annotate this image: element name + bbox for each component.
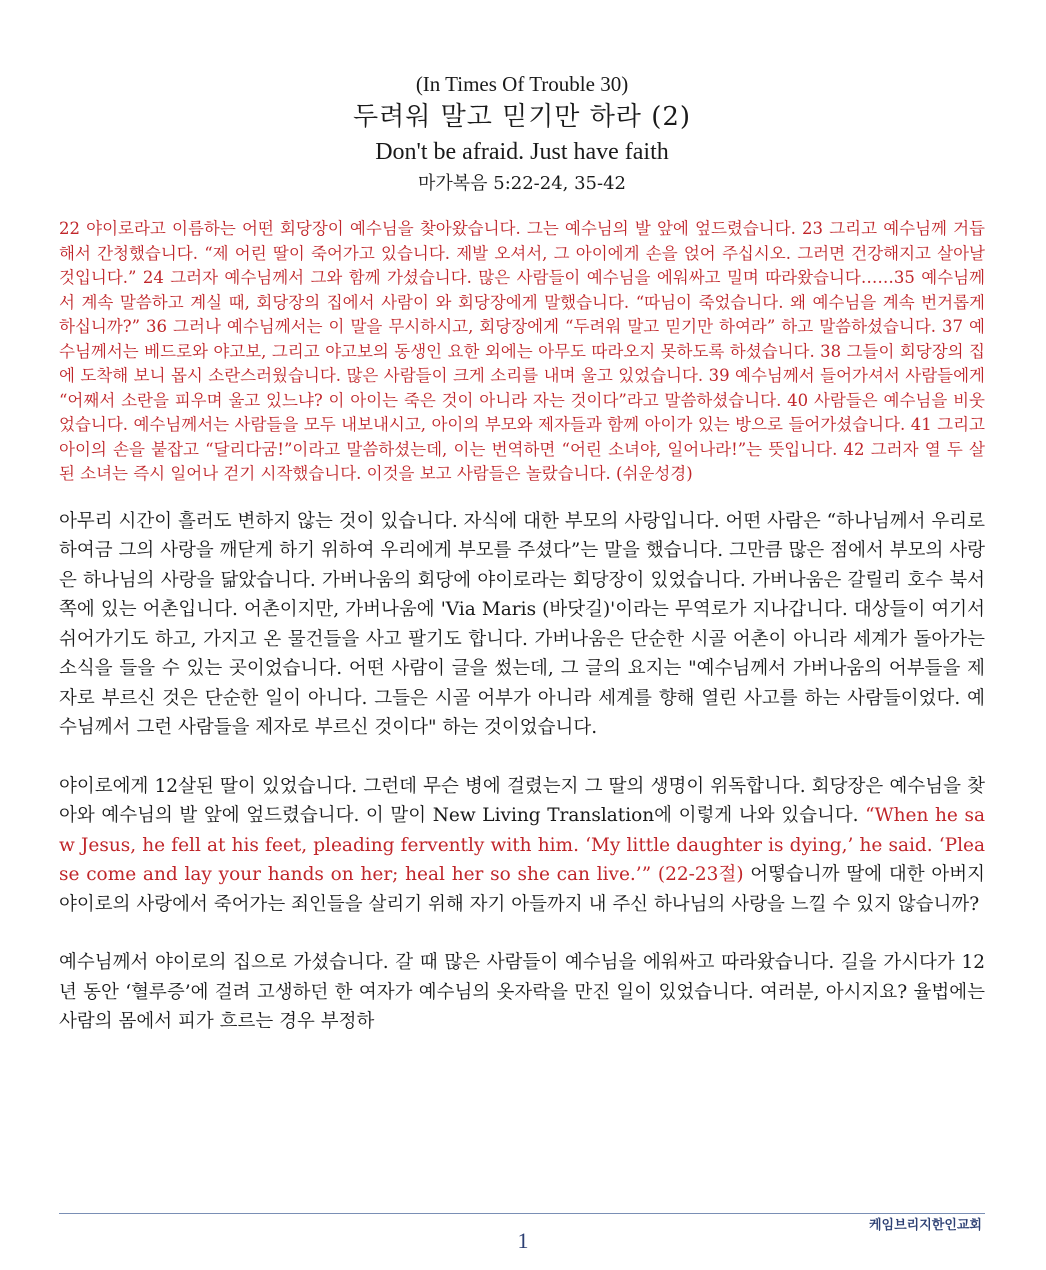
paragraph-2-conclusion: 어떻습니까 딸에 대한 아버지 야이로의 사랑에서 죽어가는 죄인들을 살리기 위해 자기 아들까지 내 주신 하나님의 사랑을 느낄 수 있지 않습니까? [59,864,985,915]
body-paragraph-2 [59,772,985,920]
scripture-reference: 마가복음 5:22-24, 35-42 [417,173,626,194]
sermon-title: 두려워 말고 믿기만 하라 (2) [352,102,692,132]
nlt-quote: “When he saw Jesus, he fell at his feet, pleading fervently with him. ‘My little daughter is dying,’ he said. ‘Please come and lay your hands on her; heal her so she can live.’” (22-23절) [59,805,985,885]
body-paragraph-1: 아무리 시간이 흘러도 변하지 않는 것이 있습니다. 자식에 대한 부모의 사랑입니다. 어떤 사람은 “하나님께서 우리로 하여금 그의 사랑을 깨닫게 하기 위하여 우리에게 부모를 주셨다”는 말을 했습니다. 그만큼 많은 점에서 부모의 사랑은 하나님의 사랑을 닮았습니다. 가버나움의 회당에 야이로라는 회당장이 있었습니다. 가버나움은 갈릴리 호수 북서쪽에 있는 어촌입니다. 어촌이지만, 가버나움에 'Via Maris (바닷길)'이라는 무역로가 지나갑니다. 대상들이 여기서 쉬어가기도 하고, 가지고 온 물건들을 사고 팔기도 합니다. 가버나움은 단순한 시골 어촌이 아니라 세계가 돌아가는 소식을 들을 수 있는 곳이었습니다. 어떤 사람이 글을 썼는데, 그 글의 요지는 "예수님께서 가버나움의 어부들을 제자로 부르신 것은 단순한 일이 아니다. 그들은 시골 어부가 아니라 세계를 향해 열린 사고를 하는 사람들이었다. 예수님께서 그런 사람들을 제자로 부르신 것이다" 하는 것이었습니다. [59,510,985,738]
page-number: 1 [517,1228,529,1253]
footer-divider [59,1213,985,1214]
church-name: 케임브리지한인교회 [868,1218,982,1233]
scripture-passage: 22 야이로라고 이름하는 어떤 회당장이 예수님을 찾아왔습니다. 그는 예수님의 발 앞에 엎드렸습니다. 23 그리고 예수님께 거듭해서 간청했습니다. “제 어린 딸이 죽어가고 있습니다. 제발 오셔서, 그 아이에게 손을 얹어 주십시오. 그러면 건강해지고 살아날 것입니다.” 24 그러자 예수님께서 그와 함께 가셨습니다. 많은 사람들이 예수님을 에워싸고 밀며 따라왔습니다……35 예수님께서 계속 말씀하고 계실 때, 회당장의 집에서 사람이 와 회당장에게 말했습니다. “따님이 죽었습니다. 왜 예수님을 계속 번거롭게 하십니까?” 36 그러나 예수님께서는 이 말을 무시하시고, 회당장에게 “두려워 말고 믿기만 하여라” 하고 말씀하셨습니다. 37 예수님께서는 베드로와 야고보, 그리고 야고보의 동생인 요한 외에는 아무도 따라오지 못하도록 하셨습니다. 38 그들이 회당장의 집에 도착해 보니 몹시 소란스러웠습니다. 많은 사람들이 크게 소리를 내며 울고 있었습니다. 39 예수님께서 들어가셔서 사람들에게 “어째서 소란을 피우며 울고 있느냐? 이 아이는 죽은 것이 아니라 자는 것이다”라고 말씀하셨습니다. 40 사람들은 예수님을 비웃었습니다. 예수님께서는 사람들을 모두 내보내시고, 아이의 부모와 제자들과 함께 아이가 있는 방으로 들어가셨습니다. 41 그리고 아이의 손을 붙잡고 “달리다굼!”이라고 말씀하셨는데, 이는 번역하면 “어린 소녀야, 일어나라!”는 뜻입니다. 42 그러자 열 두 살 된 소녀는 즉시 일어나 걷기 시작했습니다. 이것을 보고 사람들은 놀랐습니다. (쉬운성경) [59,219,985,483]
series-label: (In Times Of Trouble 30) [415,72,629,96]
sermon-subtitle: Don't be afraid. Just have faith [375,139,669,165]
sermon-header [59,70,985,199]
document-page [59,70,985,1037]
body-paragraph-3: 예수님께서 야이로의 집으로 가셨습니다. 갈 때 많은 사람들이 예수님을 에워싸고 따라왔습니다. 길을 가시다가 12년 동안 ‘혈루증’에 걸려 고생하던 한 여자가 예수님의 옷자락을 만진 일이 있었습니다. 여러분, 아시지요? 율법에는 사람의 몸에서 피가 흐르는 경우 부정하 [59,952,985,1032]
paragraph-2-intro: 야이로에게 12살된 딸이 있었습니다. 그런데 무슨 병에 걸렸는지 그 딸의 생명이 위독합니다. 회당장은 예수님을 찾아와 예수님의 발 앞에 엎드렸습니다. 이 말이 New Living Translation에 이렇게 나와 있습니다. [59,775,985,826]
